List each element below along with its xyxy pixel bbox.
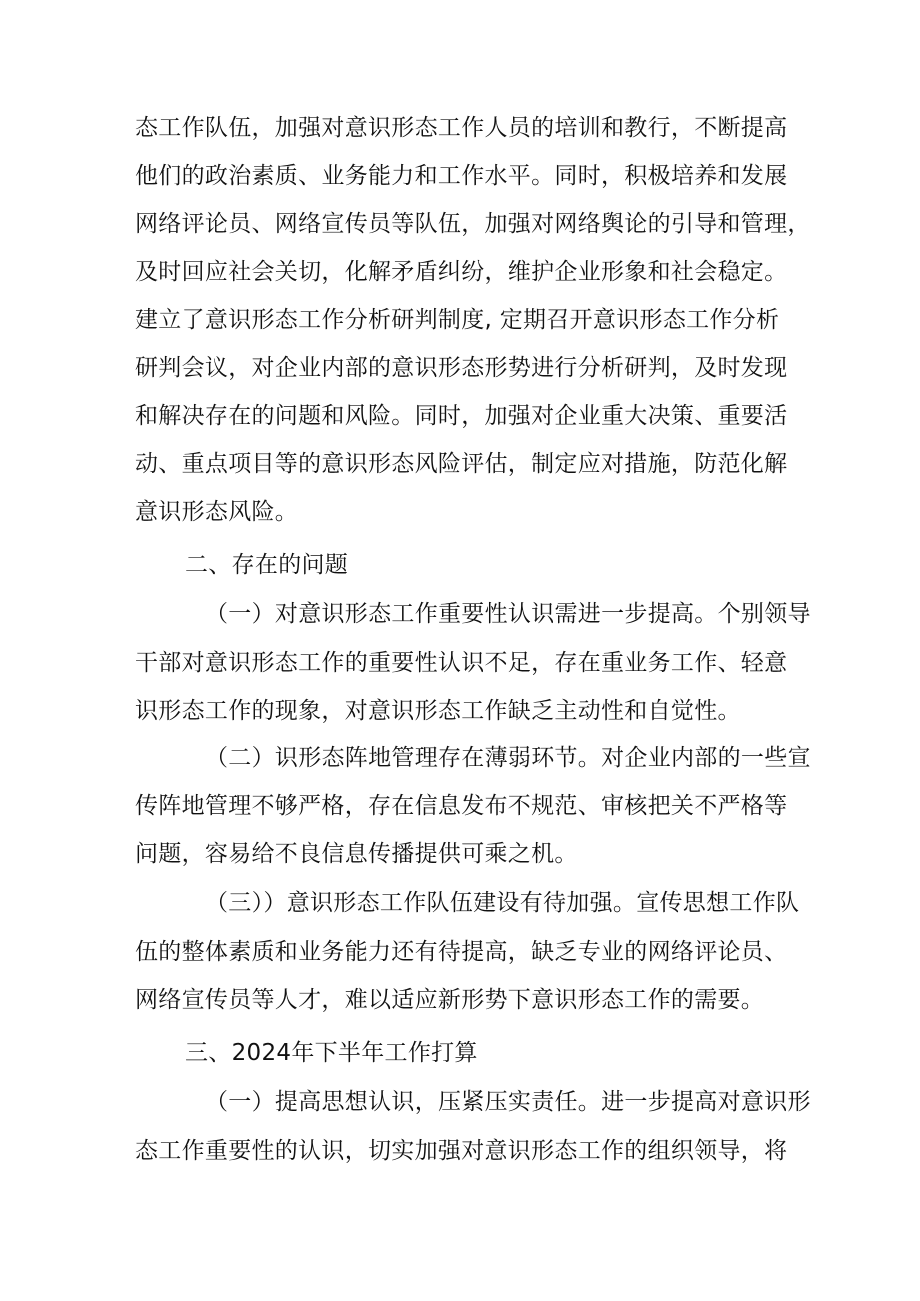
- paragraph-line: 动、重点项目等的意识形态风险评估，制定应对措施，防范化解: [135, 451, 788, 477]
- paragraph-line: （二）识形态阵地管理存在薄弱环节。对企业内部的一些宣: [205, 745, 811, 771]
- paragraph-line: 研判会议，对企业内部的意识形态形势进行分析研判，及时发现: [135, 355, 788, 381]
- paragraph-line: 网络评论员、网络宣传员等队伍，加强对网络舆论的引导和管理，: [135, 211, 811, 237]
- paragraph-line: 态工作重要性的认识，切实加强对意识形态工作的组织领导，将: [135, 1138, 788, 1164]
- paragraph-line: 他们的政治素质、业务能力和工作水平。同时，积极培养和发展: [135, 163, 788, 189]
- section-heading: 三、2024年下半年工作打算: [185, 1040, 478, 1066]
- paragraph-line: 建立了意识形态工作分析研判制度, 定期召开意识形态工作分析: [135, 307, 780, 333]
- paragraph-line: 网络宣传员等人才，难以适应新形势下意识形态工作的需要。: [135, 987, 765, 1013]
- paragraph-line: 干部对意识形态工作的重要性认识不足，存在重业务工作、轻意: [135, 650, 788, 676]
- paragraph-line: （一）对意识形态工作重要性认识需进一步提高。个别领导: [205, 601, 811, 627]
- paragraph-line: 识形态工作的现象，对意识形态工作缺乏主动性和自觉性。: [135, 698, 741, 724]
- paragraph-line: 及时回应社会关切，化解矛盾纠纷，维护企业形象和社会稳定。: [135, 259, 788, 285]
- paragraph-line: 和解决存在的问题和风险。同时，加强对企业重大决策、重要活: [135, 403, 788, 429]
- section-heading: 二、存在的问题: [185, 552, 349, 578]
- paragraph-line: 伍的整体素质和业务能力还有待提高，缺乏专业的网络评论员、: [135, 939, 788, 965]
- paragraph-line: 传阵地管理不够严格，存在信息发布不规范、审核把关不严格等: [135, 793, 788, 819]
- paragraph-line: （三））意识形态工作队伍建设有待加强。宣传思想工作队: [205, 890, 800, 916]
- paragraph-line: 问题，容易给不良信息传播提供可乘之机。: [135, 841, 578, 867]
- paragraph-line: （一）提高思想认识，压紧压实责任。进一步提高对意识形: [205, 1089, 811, 1115]
- paragraph-line: 意识形态风险。: [135, 499, 299, 525]
- paragraph-line: 态工作队伍，加强对意识形态工作人员的培训和教行，不断提高: [135, 115, 788, 141]
